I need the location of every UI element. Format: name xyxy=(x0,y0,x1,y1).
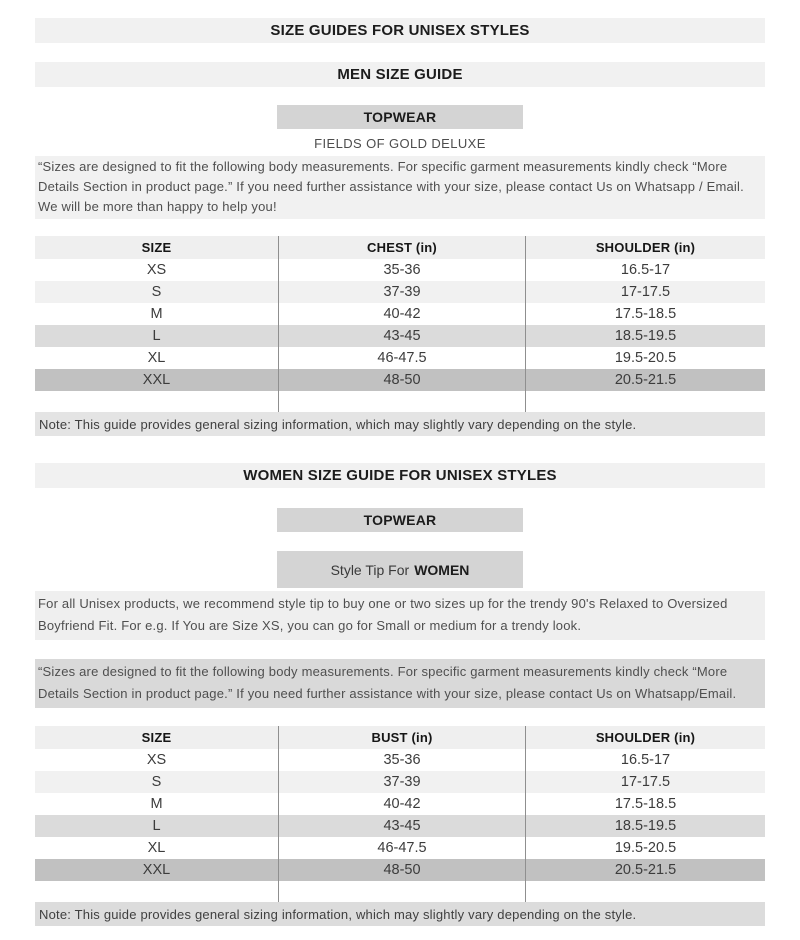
bust-cell: 46-47.5 xyxy=(278,837,525,859)
women-intro-line-2: Details Section in product page.” If you need further assistance with your size, please contact Us on Whatsapp/Email. xyxy=(38,686,737,701)
chest-cell: 35-36 xyxy=(278,259,525,281)
men-table-row-m xyxy=(35,303,765,325)
bust-cell: 40-42 xyxy=(278,793,525,815)
men-section-heading: MEN SIZE GUIDE xyxy=(35,62,765,87)
size-cell: S xyxy=(151,774,162,790)
women-category-badge: TOPWEAR xyxy=(277,508,523,532)
bust-cell: 43-45 xyxy=(278,815,525,837)
men-note: Note: This guide provides general sizing information, which may slightly vary depending on the style. xyxy=(35,412,765,436)
chest-cell: 48-50 xyxy=(278,369,525,391)
size-cell: XXL xyxy=(142,372,171,388)
size-cell: L xyxy=(152,818,161,834)
chest-cell: 40-42 xyxy=(278,303,525,325)
size-cell: L xyxy=(152,328,161,344)
size-cell: XL xyxy=(147,840,166,856)
shoulder-cell: 17-17.5 xyxy=(525,281,765,303)
women-col-header-bust: BUST (in) xyxy=(278,726,525,749)
size-cell: S xyxy=(151,284,162,300)
size-cell: XL xyxy=(147,350,166,366)
chest-cell: 43-45 xyxy=(278,325,525,347)
shoulder-cell: 18.5-19.5 xyxy=(525,325,765,347)
men-table-row-xs xyxy=(35,259,765,281)
men-table-row-xxl xyxy=(35,369,765,391)
women-table-empty-row xyxy=(35,881,765,902)
chest-cell: 46-47.5 xyxy=(278,347,525,369)
men-intro-line-3: We will be more than happy to help you! xyxy=(38,199,277,214)
shoulder-cell: 16.5-17 xyxy=(525,259,765,281)
bust-cell: 37-39 xyxy=(278,771,525,793)
size-cell: XS xyxy=(146,752,167,768)
women-table-row-l xyxy=(35,815,765,837)
bust-cell: 35-36 xyxy=(278,749,525,771)
men-table-row-xl xyxy=(35,347,765,369)
women-section-heading: WOMEN SIZE GUIDE FOR UNISEX STYLES xyxy=(35,463,765,488)
size-cell: M xyxy=(150,306,163,322)
style-tip-prefix: Style Tip For xyxy=(330,561,410,578)
shoulder-cell: 18.5-19.5 xyxy=(525,815,765,837)
women-table-header-row xyxy=(35,726,765,749)
men-col-header-shoulder: SHOULDER (in) xyxy=(525,236,765,259)
women-table-row-m xyxy=(35,793,765,815)
shoulder-cell: 19.5-20.5 xyxy=(525,837,765,859)
women-col-header-size: SIZE xyxy=(141,730,172,745)
shoulder-cell: 19.5-20.5 xyxy=(525,347,765,369)
women-style-tip-badge xyxy=(277,551,523,588)
women-table-row-xl xyxy=(35,837,765,859)
chest-cell: 37-39 xyxy=(278,281,525,303)
women-style-tip-paragraph xyxy=(35,591,765,640)
men-col-header-chest: CHEST (in) xyxy=(278,236,525,259)
men-col-header-size: SIZE xyxy=(141,240,172,255)
men-category-badge: TOPWEAR xyxy=(277,105,523,129)
shoulder-cell: 20.5-21.5 xyxy=(525,859,765,881)
women-intro-line-1: “Sizes are designed to fit the following body measurements. For specific garment measurements kindly check “More xyxy=(38,664,728,679)
men-table-header-row xyxy=(35,236,765,259)
men-product-subtitle: FIELDS OF GOLD DELUXE xyxy=(314,136,486,151)
women-table-row-xxl xyxy=(35,859,765,881)
shoulder-cell: 17.5-18.5 xyxy=(525,303,765,325)
men-table-empty-row xyxy=(35,391,765,412)
men-size-table xyxy=(35,236,765,412)
women-table-row-xs xyxy=(35,749,765,771)
men-table-row-s xyxy=(35,281,765,303)
men-table-row-l xyxy=(35,325,765,347)
men-intro-paragraph xyxy=(35,156,765,219)
shoulder-cell: 20.5-21.5 xyxy=(525,369,765,391)
women-table-row-s xyxy=(35,771,765,793)
size-cell: M xyxy=(150,796,163,812)
women-note: Note: This guide provides general sizing information, which may slightly vary depending on the style. xyxy=(35,902,765,926)
size-cell: XS xyxy=(146,262,167,278)
women-intro-paragraph xyxy=(35,659,765,708)
size-cell: XXL xyxy=(142,862,171,878)
shoulder-cell: 16.5-17 xyxy=(525,749,765,771)
women-size-table xyxy=(35,726,765,902)
women-col-header-shoulder: SHOULDER (in) xyxy=(525,726,765,749)
women-tip-line-2: Boyfriend Fit. For e.g. If You are Size XS, you can go for Small or medium for a trendy look. xyxy=(38,618,582,633)
men-intro-line-1: “Sizes are designed to fit the following body measurements. For specific garment measurements kindly check “More xyxy=(38,159,728,174)
men-intro-line-2: Details Section in product page.” If you need further assistance with your size, please contact Us on Whatsapp / Email. xyxy=(38,179,744,194)
style-tip-emphasis: WOMEN xyxy=(414,561,470,578)
bust-cell: 48-50 xyxy=(278,859,525,881)
page-title: SIZE GUIDES FOR UNISEX STYLES xyxy=(35,18,765,43)
shoulder-cell: 17.5-18.5 xyxy=(525,793,765,815)
shoulder-cell: 17-17.5 xyxy=(525,771,765,793)
women-tip-line-1: For all Unisex products, we recommend style tip to buy one or two sizes up for the trendy 90's Relaxed to Oversized xyxy=(38,596,728,611)
